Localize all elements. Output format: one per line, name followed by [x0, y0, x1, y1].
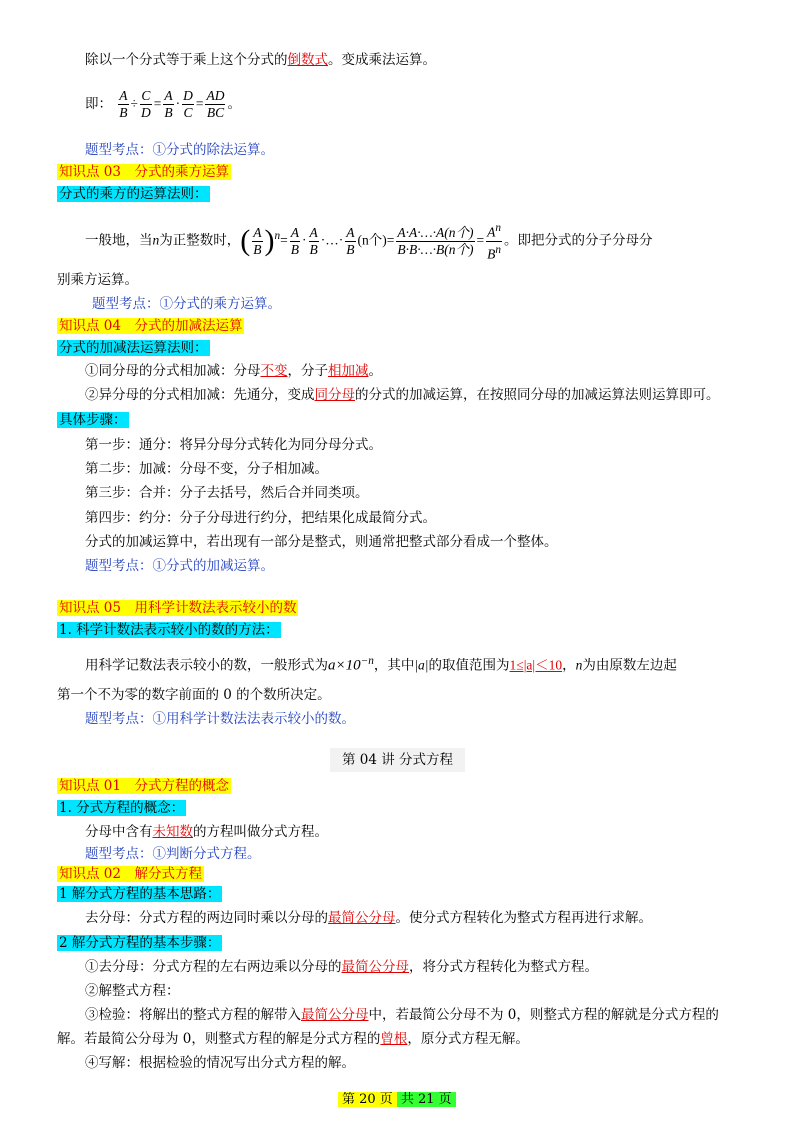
page-total: 共 21 页	[397, 1092, 456, 1107]
question-type-note: 题型考点：①用科学计数法法表示较小的数。	[85, 711, 355, 727]
step-3: 第三步：合并：分子去括号，然后合并同类项。	[85, 485, 369, 501]
formula-power: 一般地，当n为正整数时，( $\frac{A}{B}$ )$^n$= $\frac{A}{B}$ · $\frac{A}{B}$ ·…· $\frac{A}{B}$ (n个)= $\frac{\text{A·A·…·A(n个)}}{\text{B·B·…·B(n个)}}$ = $\frac{A^n}{B^n}$ 。即把分式的分子分母分	[85, 222, 653, 261]
fraction: $\frac{D}{C}$	[183, 88, 193, 120]
page-footer	[338, 1090, 456, 1110]
rule-heading: 具体步骤：	[59, 412, 127, 428]
text-line: 解。若最简公分母为 0，则整式方程的解是分式方程的曾根，原分式方程无解。	[57, 1031, 529, 1047]
section-heading: 知识点 04 分式的加减法运算	[59, 318, 243, 334]
text-line	[85, 50, 436, 70]
text-line: ②异分母的分式相加减：先通分，变成同分母的分式的加减运算，在按照同分母的加减运算法则运算即可。	[85, 387, 720, 403]
text-line: ②解整式方程：	[85, 983, 180, 999]
text-line: 分母中含有未知数的方程叫做分式方程。	[85, 824, 328, 840]
rule-heading: 1 解分式方程的基本思路：	[59, 886, 221, 902]
rule-heading: 2 解分式方程的基本步骤：	[59, 935, 221, 951]
question-type-note: 题型考点：①判断分式方程。	[85, 846, 261, 862]
text-line: 分式的加减运算中，若出现有一部分是整式，则通常把整式部分看成一个整体。	[85, 534, 558, 550]
text-line: 用科学记数法表示较小的数，一般形式为$a\times 10^{-n}$，其中|a|的取值范围为1≤|a|＜10，n为由原数左边起	[85, 655, 677, 674]
text-line: 第一个不为零的数字前面的 0 的个数所决定。	[57, 687, 331, 703]
text: 即：	[85, 96, 112, 112]
page-number: 第 20 页	[338, 1092, 397, 1107]
section-heading: 知识点 01 分式方程的概念	[59, 778, 229, 794]
text-line: ③检验：将解出的整式方程的解带入最简公分母中，若最简公分母不为 0，则整式方程的解就是分式方程的	[85, 1007, 719, 1023]
lecture-title: 第 04 讲 分式方程	[330, 748, 465, 772]
step-4: 第四步：约分：分子分母进行约分，把结果化成最简分式。	[85, 510, 436, 526]
text: 除以一个分式等于乘上这个分式的	[85, 52, 288, 68]
question-type-note: 题型考点：①分式的乘方运算。	[92, 296, 281, 312]
question-type-note: 题型考点：①分式的加减运算。	[85, 558, 274, 574]
rule-heading: 分式的乘方的运算法则：	[59, 186, 208, 202]
step-1: 第一步：通分：将异分母分式转化为同分母分式。	[85, 437, 382, 453]
section-heading: 知识点 03 分式的乘方运算	[59, 164, 229, 180]
fraction: $\frac{AD}{BC}$	[206, 88, 225, 120]
key-term: 倒数式	[287, 52, 328, 68]
fraction: $\frac{A}{B}$	[164, 88, 173, 120]
rule-heading: 1. 分式方程的概念：	[59, 800, 185, 816]
rule-heading: 1. 科学计数法表示较小的数的方法：	[59, 622, 279, 638]
text: 。变成乘法运算。	[328, 52, 436, 68]
formula-division: 即： $\frac{A}{B}$ ÷ $\frac{C}{D}$ = $\frac{A}{B}$ · $\frac{D}{C}$ = $\frac{AD}{BC}$ 。	[85, 88, 241, 120]
step-2: 第二步：加减：分母不变，分子相加减。	[85, 461, 328, 477]
text-line: ①去分母：分式方程的左右两边乘以分母的最简公分母，将分式方程转化为整式方程。	[85, 959, 598, 975]
fraction: $\frac{A}{B}$	[119, 88, 128, 120]
text-line: ①同分母的分式相加减：分母不变，分子相加减。	[85, 363, 382, 379]
section-heading: 知识点 05 用科学计数法表示较小的数	[59, 600, 297, 616]
section-heading: 知识点 02 解分式方程	[59, 866, 202, 882]
text-line: 别乘方运算。	[57, 272, 138, 288]
text-line: ④写解：根据检验的情况写出分式方程的解。	[85, 1055, 355, 1071]
rule-heading: 分式的加减法运算法则：	[59, 340, 208, 356]
text-line: 去分母：分式方程的两边同时乘以分母的最简公分母。使分式方程转化为整式方程再进行求解。	[85, 910, 652, 926]
text: 。	[227, 96, 241, 112]
fraction: $\frac{C}{D}$	[140, 88, 151, 120]
question-type-note: 题型考点：①分式的除法运算。	[85, 142, 274, 158]
